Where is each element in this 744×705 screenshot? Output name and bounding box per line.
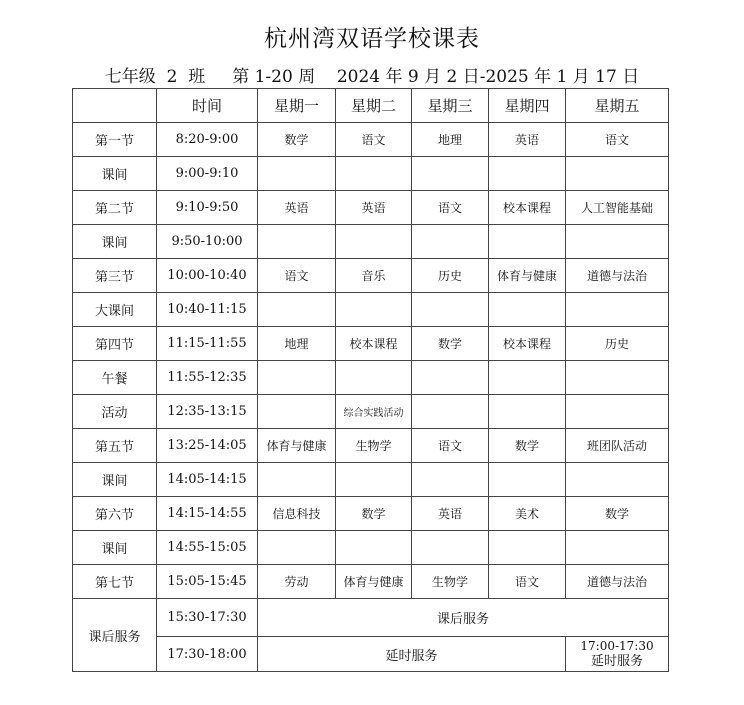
timetable-row	[73, 531, 669, 565]
timetable-row	[73, 293, 669, 327]
header-blank-cell	[73, 89, 157, 123]
subject-cell	[412, 157, 489, 191]
subject-cell	[489, 293, 566, 327]
subject-cell: 校本课程	[336, 327, 412, 361]
subject-cell	[489, 157, 566, 191]
header-day: 星期三	[412, 89, 489, 123]
subject-cell: 道德与法治	[566, 565, 669, 599]
subject-cell	[336, 225, 412, 259]
page-title: 杭州湾双语学校课表	[264, 26, 480, 52]
subject-cell	[566, 395, 669, 429]
subject-cell: 历史	[566, 327, 669, 361]
header-day: 星期二	[336, 89, 412, 123]
subject-cell: 数学	[412, 327, 489, 361]
subject-cell: 数学	[258, 123, 336, 157]
after-school-service: 课后服务	[258, 599, 669, 637]
subject-cell	[258, 361, 336, 395]
subject-cell	[566, 157, 669, 191]
period-label: 课间	[73, 157, 157, 191]
period-time: 11:55-12:35	[157, 361, 258, 395]
subject-cell: 数学	[489, 429, 566, 463]
period-time: 14:55-15:05	[157, 531, 258, 565]
subject-cell	[336, 293, 412, 327]
subject-cell: 生物学	[336, 429, 412, 463]
extended-service-row	[73, 637, 669, 672]
period-label: 课间	[73, 531, 157, 565]
subject-cell	[412, 225, 489, 259]
subject-cell	[412, 361, 489, 395]
period-time: 14:15-14:55	[157, 497, 258, 531]
subject-cell	[489, 395, 566, 429]
subject-cell	[489, 361, 566, 395]
subject-cell	[412, 395, 489, 429]
period-time: 13:25-14:05	[157, 429, 258, 463]
subject-cell	[258, 157, 336, 191]
timetable-row	[73, 497, 669, 531]
period-time: 9:50-10:00	[157, 225, 258, 259]
subject-cell: 综合实践活动	[336, 395, 412, 429]
subject-cell: 体育与健康	[336, 565, 412, 599]
period-label: 午餐	[73, 361, 157, 395]
subject-cell: 英语	[489, 123, 566, 157]
timetable-row	[73, 395, 669, 429]
subject-cell: 信息科技	[258, 497, 336, 531]
header-day: 星期一	[258, 89, 336, 123]
subject-cell	[336, 361, 412, 395]
subject-cell	[566, 225, 669, 259]
subject-cell: 体育与健康	[258, 429, 336, 463]
period-label: 大课间	[73, 293, 157, 327]
subject-cell	[258, 531, 336, 565]
subject-cell	[566, 531, 669, 565]
subject-cell: 班团队活动	[566, 429, 669, 463]
period-time: 14:05-14:15	[157, 463, 258, 497]
subject-cell: 校本课程	[489, 327, 566, 361]
subject-cell	[336, 157, 412, 191]
period-time: 8:20-9:00	[157, 123, 258, 157]
after-school-label: 课后服务	[73, 599, 157, 672]
subject-cell: 数学	[566, 497, 669, 531]
extended-service-friday-time: 17:00-17:30	[580, 639, 654, 653]
period-label: 课间	[73, 225, 157, 259]
subject-cell: 英语	[336, 191, 412, 225]
period-label: 第四节	[73, 327, 157, 361]
period-time: 10:00-10:40	[157, 259, 258, 293]
subject-cell	[566, 463, 669, 497]
subject-cell: 劳动	[258, 565, 336, 599]
subject-cell	[336, 463, 412, 497]
subject-cell	[412, 293, 489, 327]
subject-cell	[258, 463, 336, 497]
after-school-time: 15:30-17:30	[157, 599, 258, 637]
timetable	[72, 88, 669, 672]
subject-cell: 语文	[489, 565, 566, 599]
header-day: 星期四	[489, 89, 566, 123]
subject-cell: 校本课程	[489, 191, 566, 225]
header-time: 时间	[157, 89, 258, 123]
extended-service: 延时服务	[258, 637, 566, 672]
timetable-row	[73, 259, 669, 293]
header-day: 星期五	[566, 89, 669, 123]
period-label: 第七节	[73, 565, 157, 599]
timetable-row	[73, 565, 669, 599]
subject-cell: 语文	[412, 191, 489, 225]
after-school-row	[73, 599, 669, 637]
period-label: 第一节	[73, 123, 157, 157]
subject-cell: 美术	[489, 497, 566, 531]
subject-cell: 体育与健康	[489, 259, 566, 293]
period-label: 第三节	[73, 259, 157, 293]
subject-cell: 英语	[412, 497, 489, 531]
subject-cell: 语文	[566, 123, 669, 157]
subject-cell	[566, 361, 669, 395]
timetable-row	[73, 463, 669, 497]
subject-cell	[412, 531, 489, 565]
period-label: 课间	[73, 463, 157, 497]
subject-cell	[566, 293, 669, 327]
subject-cell	[489, 531, 566, 565]
timetable-row	[73, 225, 669, 259]
subject-cell: 数学	[336, 497, 412, 531]
subject-cell: 人工智能基础	[566, 191, 669, 225]
subject-cell	[489, 463, 566, 497]
period-time: 11:15-11:55	[157, 327, 258, 361]
subject-cell	[412, 463, 489, 497]
page-subtitle: 七年级 2 班 第 1-20 周 2024 年 9 月 2 日-2025 年 1 月 17 日	[104, 67, 640, 87]
subject-cell: 语文	[258, 259, 336, 293]
timetable-row	[73, 191, 669, 225]
subject-cell	[258, 225, 336, 259]
extended-service-time: 17:30-18:00	[157, 637, 258, 672]
subject-cell: 音乐	[336, 259, 412, 293]
timetable-row	[73, 327, 669, 361]
period-label: 第二节	[73, 191, 157, 225]
subject-cell	[489, 225, 566, 259]
period-time: 12:35-13:15	[157, 395, 258, 429]
subject-cell: 语文	[336, 123, 412, 157]
subject-cell: 语文	[412, 429, 489, 463]
period-time: 9:00-9:10	[157, 157, 258, 191]
subject-cell	[258, 293, 336, 327]
period-time: 15:05-15:45	[157, 565, 258, 599]
period-time: 10:40-11:15	[157, 293, 258, 327]
subject-cell: 地理	[258, 327, 336, 361]
subject-cell: 英语	[258, 191, 336, 225]
period-time: 9:10-9:50	[157, 191, 258, 225]
subject-cell	[336, 531, 412, 565]
timetable-row	[73, 361, 669, 395]
subject-cell	[258, 395, 336, 429]
timetable-row	[73, 157, 669, 191]
subject-cell: 历史	[412, 259, 489, 293]
period-label: 第五节	[73, 429, 157, 463]
subject-cell: 道德与法治	[566, 259, 669, 293]
header-row	[73, 89, 669, 123]
timetable-row	[73, 123, 669, 157]
timetable-row	[73, 429, 669, 463]
subject-cell: 生物学	[412, 565, 489, 599]
period-label: 第六节	[73, 497, 157, 531]
subject-cell: 地理	[412, 123, 489, 157]
extended-service-friday	[566, 637, 669, 672]
period-label: 活动	[73, 395, 157, 429]
extended-service-friday-text: 延时服务	[590, 654, 643, 669]
